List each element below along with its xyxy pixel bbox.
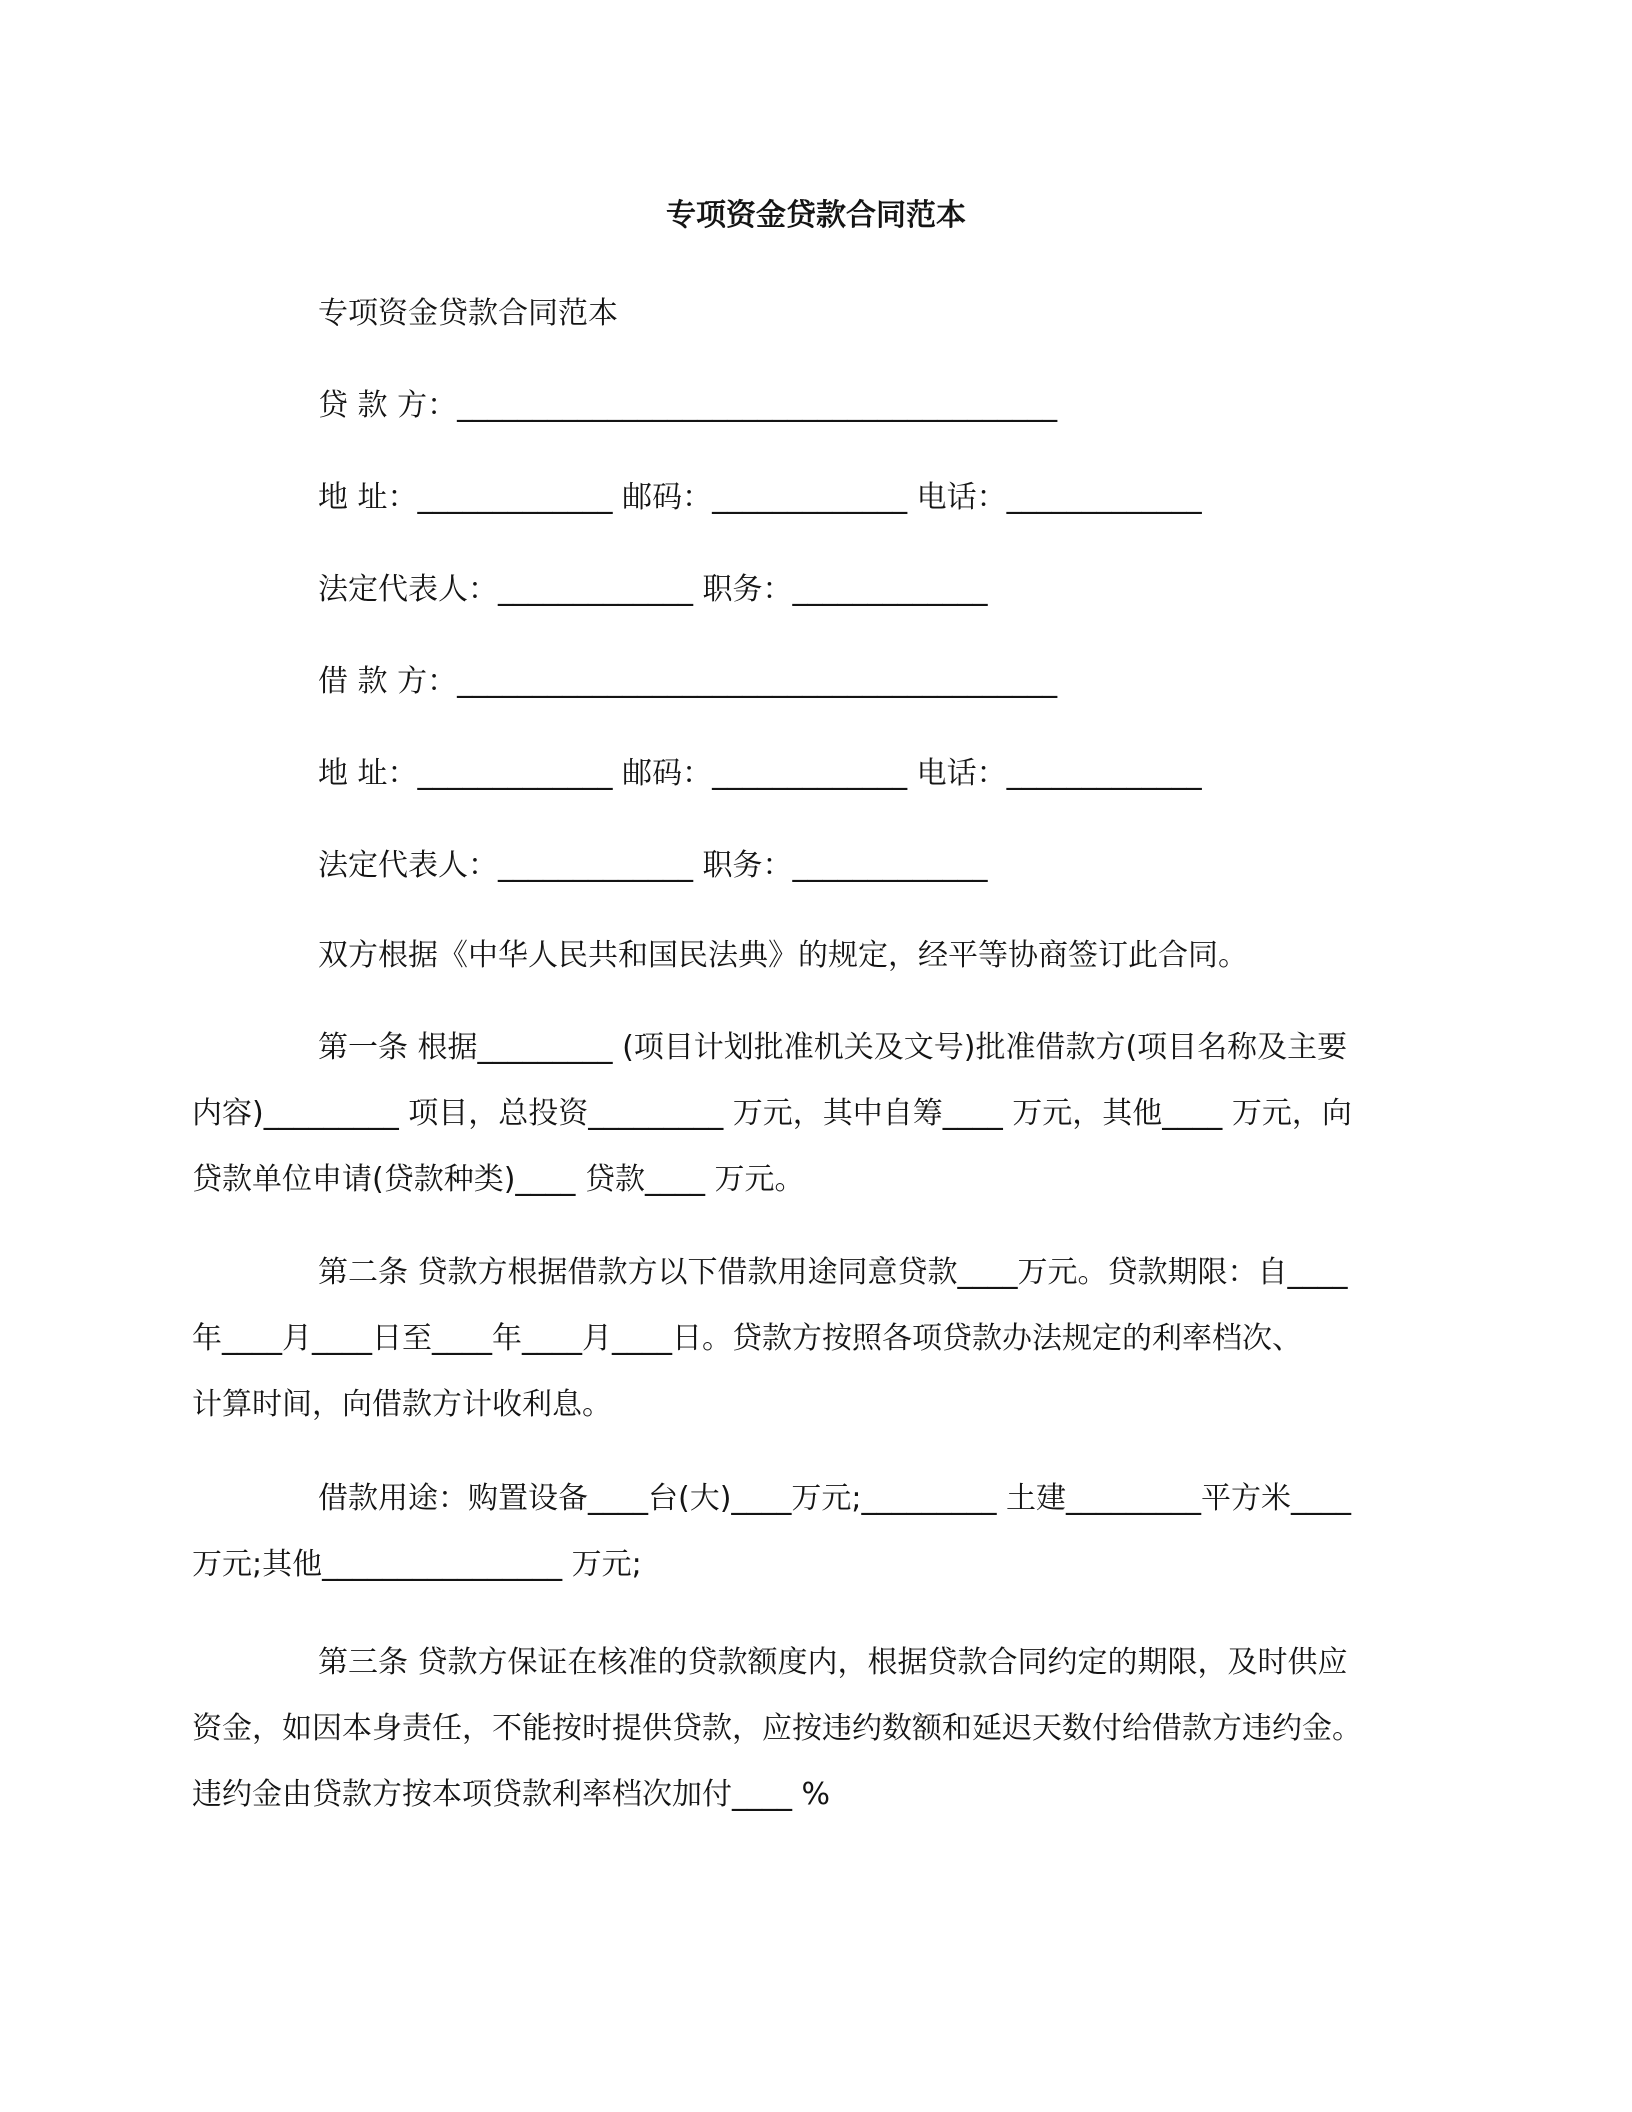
document-subtitle: 专项资金贷款合同范本 (318, 296, 618, 331)
lender-field: 贷 款 方：________________________________________ (318, 388, 1058, 423)
article-1-line: 贷款单位申请(贷款种类)____ 贷款____ 万元。 (192, 1162, 805, 1197)
article-3-line: 资金，如因本身责任，不能按时提供贷款，应按违约数额和延迟天数付给借款方违约金。 (192, 1711, 1362, 1746)
preamble-paragraph: 双方根据《中华人民共和国民法典》的规定，经平等协商签订此合同。 (318, 938, 1248, 973)
article-2-line: 年____月____日至____年____月____日。贷款方按照各项贷款办法规定的利率档次、 (192, 1321, 1302, 1356)
article-2-paragraph (192, 1240, 1432, 1438)
article-3-paragraph (192, 1630, 1432, 1828)
borrower-representative-field: 法定代表人：_____________ 职务：_____________ (318, 848, 988, 883)
borrower-field: 借 款 方：________________________________________ (318, 664, 1058, 699)
article-2-line: 计算时间，向借款方计收利息。 (192, 1387, 612, 1422)
borrower-address-field: 地 址：_____________ 邮码：_____________ 电话：_____________ (318, 756, 1202, 791)
loan-usage-line: 借款用途：购置设备____台(大)____万元;_________ 土建_________平方米____ (318, 1481, 1352, 1516)
loan-usage-paragraph (192, 1466, 1432, 1598)
article-3-line: 第三条 贷款方保证在核准的贷款额度内，根据贷款合同约定的期限，及时供应 (318, 1645, 1348, 1680)
lender-representative-field: 法定代表人：_____________ 职务：_____________ (318, 572, 988, 607)
article-1-line: 内容)_________ 项目，总投资_________ 万元，其中自筹____ 万元，其他____ 万元，向 (192, 1096, 1352, 1131)
loan-usage-line: 万元;其他________________ 万元; (192, 1547, 642, 1582)
article-3-line: 违约金由贷款方按本项贷款利率档次加付____ % (192, 1777, 831, 1812)
document-title: 专项资金贷款合同范本 (666, 198, 966, 233)
lender-address-field: 地 址：_____________ 邮码：_____________ 电话：_____________ (318, 480, 1202, 515)
article-2-line: 第二条 贷款方根据借款方以下借款用途同意贷款____万元。贷款期限：自____ (318, 1255, 1348, 1290)
article-1-line: 第一条 根据_________ (项目计划批准机关及文号)批准借款方(项目名称及主要 (318, 1030, 1348, 1065)
article-1-paragraph (192, 1015, 1432, 1213)
